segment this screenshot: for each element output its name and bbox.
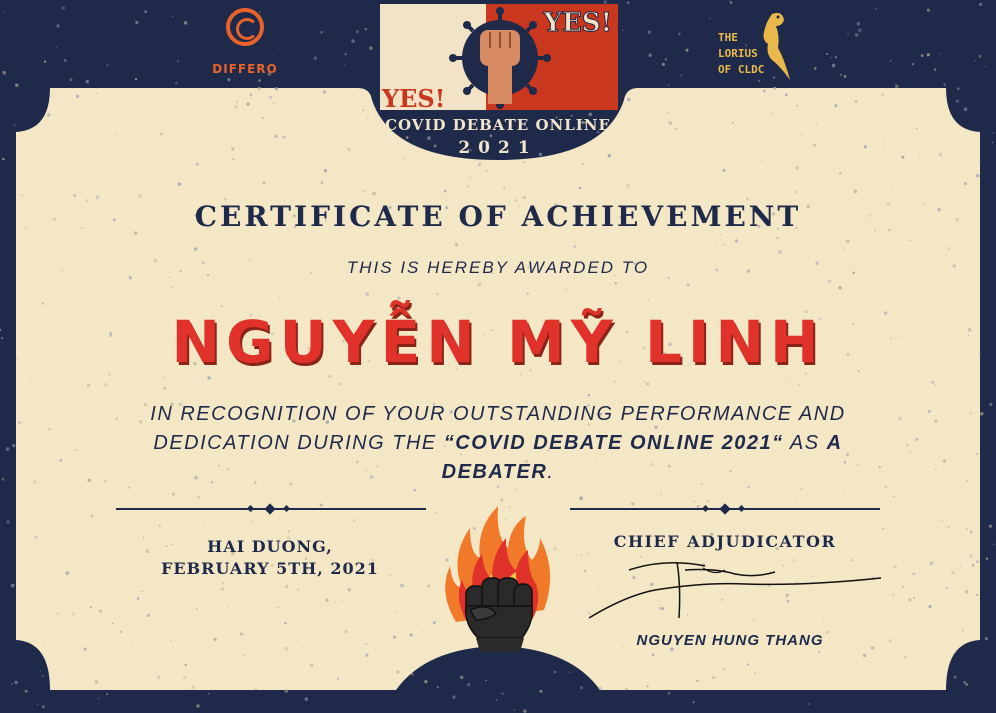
yes-bottom-text: YES! xyxy=(382,84,446,110)
date-text: FEBRUARY 5TH, 2021 xyxy=(161,559,379,578)
signer-title: CHIEF ADJUDICATOR xyxy=(613,532,837,551)
recognition-event: “COVID DEBATE ONLINE 2021“ xyxy=(443,432,784,454)
place-text: HAI DUONG, xyxy=(207,537,333,556)
certificate-title: CERTIFICATE OF ACHIEVEMENT xyxy=(194,200,802,233)
place-date-block xyxy=(130,536,410,580)
recipient-name: NGUYỄN MỸ LINH xyxy=(171,308,825,376)
yes-top-text: YES! xyxy=(543,8,612,38)
flaming-fist-icon xyxy=(436,502,560,652)
lorius-line-3: OF CLDC xyxy=(718,63,765,76)
event-title: COVID DEBATE ONLINE xyxy=(385,116,611,134)
event-year: 2021 xyxy=(458,138,538,158)
lorius-line-1: THE xyxy=(718,31,738,44)
recognition-part1: IN RECOGNITION OF YOUR OUTSTANDING PERFORMANCE AND DEDICATION DURING THE xyxy=(150,403,846,454)
differo-logo xyxy=(205,8,285,80)
awarded-line: THIS IS HEREBY AWARDED TO xyxy=(346,258,650,277)
recognition-text xyxy=(110,400,886,487)
signer-name: NGUYEN HUNG THANG xyxy=(636,632,824,649)
swirl-icon xyxy=(226,8,264,46)
recognition-end: . xyxy=(547,461,555,483)
lorius-line-2: LORIUS xyxy=(718,47,758,60)
differo-logo-text: DIFFERO xyxy=(212,62,278,76)
event-banner xyxy=(380,4,618,110)
recognition-part2: AS xyxy=(783,432,827,454)
lorius-logo xyxy=(710,6,806,82)
signature xyxy=(585,556,885,630)
event-title-block xyxy=(0,110,996,158)
recognition-role: A DEBATER xyxy=(441,432,843,483)
